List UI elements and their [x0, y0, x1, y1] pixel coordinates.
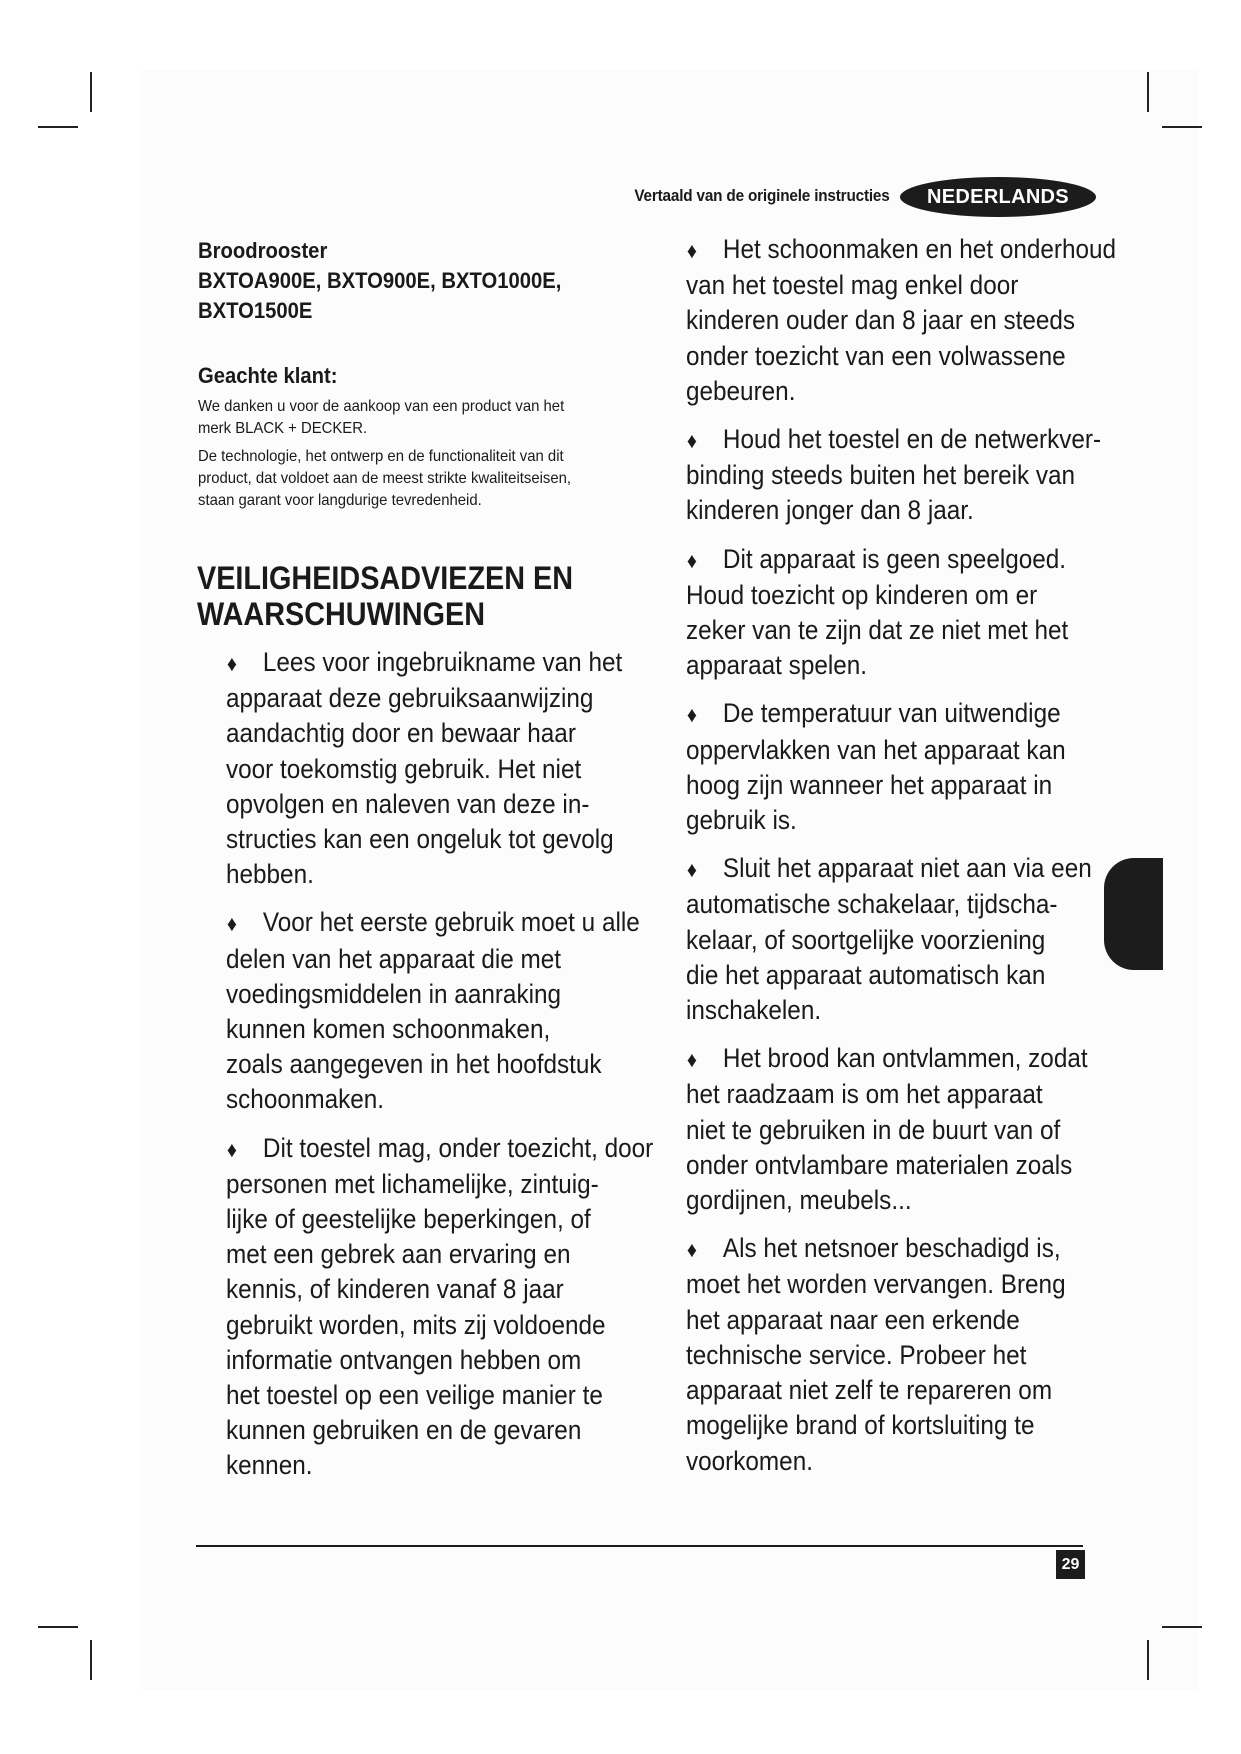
safety-item: ♦ Dit toestel mag, onder toezicht, door personen met lichamelijke, zintuig- lijke of geestelijke beperkingen, of met een gebrek aan ervaring en kennis, of kinderen vanaf 8 jaar gebruikt worden, mits zij voldoende informatie ontvangen hebben om het toestel op een veilige manier te kunnen gebruiken en de gevaren kennen.: [226, 1132, 654, 1481]
diamond-bullet-icon: ♦: [686, 1047, 698, 1073]
safety-item: ♦ De temperatuur van uitwendige oppervlakken van het apparaat kan hoog zijn wanneer het apparaat in gebruik is.: [686, 698, 1066, 836]
crop-mark: [1147, 72, 1149, 112]
footer-rule: [196, 1545, 1083, 1547]
crop-mark: [1162, 126, 1202, 128]
greeting-text: [198, 396, 626, 518]
diamond-bullet-icon: ♦: [686, 428, 698, 454]
safety-list-left: [226, 645, 701, 1497]
safety-item: ♦ Het brood kan ontvlammen, zodat het raadzaam is om het apparaat niet te gebruiken in de buurt van of onder ontvlambare materialen zoals gordijnen, meubels...: [686, 1043, 1088, 1216]
safety-list-right: [686, 232, 1164, 1492]
safety-item: ♦ Lees voor ingebruikname van het apparaat deze gebruiksaanwijzing aandachtig door en bewaar haar voor toekomstig gebruik. Het niet opvolgen en naleven van deze in- structies kan een ongeluk tot gevolg hebben.: [226, 647, 623, 890]
diamond-bullet-icon: ♦: [686, 238, 698, 263]
intro-paragraph: De technologie, het ontwerp en de functionaliteit van dit product, dat voldoet aan de meest strikte kwaliteitseisen, staan garant voor langdurige tevredenheid.: [198, 448, 572, 509]
safety-item: ♦ Als het netsnoer beschadigd is, moet het worden vervangen. Breng het apparaat naar een erkende technische service. Probeer het apparaat niet zelf te repareren om mogelijke brand of kortsluiting te voorkomen.: [686, 1233, 1066, 1476]
safety-item: ♦ Voor het eerste gebruik moet u alle delen van het apparaat die met voedingsmiddelen in aanraking kunnen komen schoonmaken, zoals aangegeven in het hoofdstuk schoonmaken.: [226, 907, 640, 1115]
product-heading: [198, 236, 561, 326]
intro-paragraph: We danken u voor de aankoop van een product van het merk BLACK + DECKER.: [198, 398, 565, 437]
product-name: Broodrooster: [198, 238, 328, 263]
language-label: NEDERLANDS: [927, 185, 1069, 208]
greeting-title: Geachte klant:: [198, 363, 338, 388]
diamond-bullet-icon: ♦: [686, 702, 698, 728]
crop-mark: [38, 126, 78, 128]
product-models: BXTO1500E: [198, 298, 313, 323]
diamond-bullet-icon: ♦: [226, 1136, 238, 1162]
page-number: 29: [1056, 1550, 1085, 1579]
crop-mark: [90, 72, 92, 112]
diamond-bullet-icon: ♦: [686, 857, 698, 883]
safety-item: ♦ Dit apparaat is geen speelgoed. Houd toezicht op kinderen om er zeker van te zijn dat ze niet met het apparaat spelen.: [686, 543, 1069, 681]
product-models: BXTOA900E, BXTO900E, BXTO1000E,: [198, 268, 562, 293]
crop-mark: [90, 1640, 92, 1680]
safety-item: ♦ Sluit het apparaat niet aan via een automatische schakelaar, tijdscha- kelaar, of soortgelijke voorziening die het apparaat automatisch kan inschakelen.: [686, 853, 1092, 1026]
diamond-bullet-icon: ♦: [226, 911, 238, 937]
crop-mark: [1147, 1640, 1149, 1680]
diamond-bullet-icon: ♦: [226, 651, 238, 676]
safety-item: ♦ Het schoonmaken en het onderhoud van het toestel mag enkel door kinderen ouder dan 8 jaar en steeds onder toezicht van een volwassene gebeuren.: [686, 234, 1117, 406]
section-tab: [1104, 858, 1163, 970]
crop-mark: [38, 1626, 78, 1628]
section-title: VEILIGHEIDSADVIEZEN EN WAARSCHUWINGEN: [197, 560, 574, 632]
language-badge: [900, 177, 1096, 217]
crop-mark: [1162, 1626, 1202, 1628]
diamond-bullet-icon: ♦: [686, 547, 698, 573]
safety-item: ♦ Houd het toestel en de netwerkver- binding steeds buiten het bereik van kinderen jonger dan 8 jaar.: [686, 424, 1102, 526]
diamond-bullet-icon: ♦: [686, 1237, 698, 1263]
translation-note: Vertaald van de originele instructies: [634, 186, 890, 205]
